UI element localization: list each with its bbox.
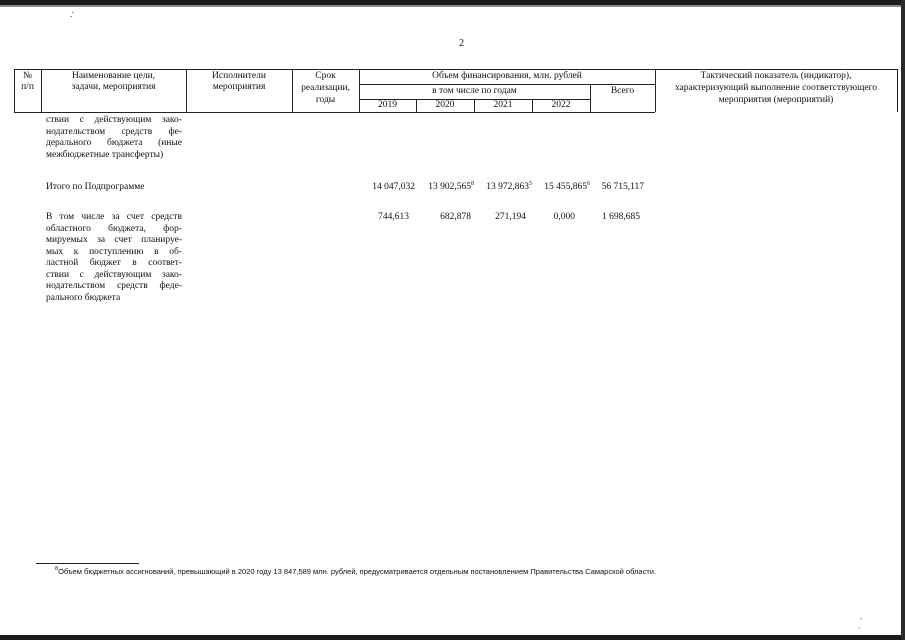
total-sum [590, 182, 644, 192]
text-line [46, 212, 182, 224]
header-no-2: п/п [21, 82, 34, 92]
footnote-ref: 5 [529, 181, 532, 187]
header-exec-line2: мероприятия [212, 82, 266, 92]
text-line [46, 235, 182, 247]
word: средств [121, 126, 153, 137]
word: ластной [46, 258, 79, 268]
header-name-line1: Наименование цели, [71, 71, 156, 81]
word: планируе- [141, 235, 182, 245]
footnote-ref: 8 [471, 181, 474, 187]
regional-2019: 744,613 [378, 212, 409, 222]
word: феде- [159, 281, 182, 291]
total-2021 [474, 182, 532, 192]
total-2022 [532, 182, 590, 192]
word: счет [126, 212, 144, 222]
word: фор- [163, 223, 182, 234]
value: 14 047,032 [372, 182, 415, 192]
word: В [46, 212, 53, 222]
header-year-2019: 2019 [378, 100, 397, 110]
regional-2021: 271,194 [495, 212, 526, 222]
word: бюджета [107, 138, 143, 148]
regional-2022: 0,000 [553, 212, 575, 222]
scan-mark: ⸳ [860, 613, 863, 622]
word: нодательством [46, 281, 106, 291]
word: дерального [46, 138, 92, 148]
header-no: № [22, 71, 33, 81]
total-row-label: Итого по Подпрограмме [46, 182, 145, 192]
header-funding: Объем финансирования, млн. рублей [432, 71, 582, 81]
header-by-years: в том числе по годам [432, 86, 517, 96]
word: за [97, 235, 106, 245]
header-exec-line1: Исполнители [212, 71, 266, 81]
total-2019 [359, 182, 415, 192]
header-term-line1: Срок [315, 71, 336, 81]
word: мируемых [46, 235, 88, 245]
word: в [132, 258, 137, 268]
word: с [79, 115, 84, 125]
col-line-right [897, 69, 898, 112]
header-indicator-line3: мероприятия (мероприятий) [718, 95, 834, 105]
text-line [46, 224, 182, 236]
footnote-text: Объем бюджетных ассигнований, превышающий в 2020 году 13 847,589 млн. рублей, предусматривается отдельным постановлением Правительства Самарской области. [58, 567, 657, 576]
word: том [59, 212, 75, 222]
header-term-line2: реализации, [301, 83, 350, 93]
word: числе [81, 212, 105, 222]
scan-right-edge [901, 0, 905, 640]
total-2020 [416, 182, 474, 192]
header-year-2020: 2020 [435, 100, 455, 110]
text-line [46, 281, 182, 293]
text-line [46, 247, 182, 259]
word: (иные [158, 138, 182, 148]
word: областного [46, 223, 91, 234]
footnote-ref: 6 [587, 181, 590, 187]
word: мых [46, 246, 64, 257]
regional-row-name [46, 212, 182, 304]
word: ствии [46, 269, 70, 280]
header-term-line3: годы [315, 95, 336, 105]
regional-2020: 682,878 [440, 212, 471, 222]
word: средств [151, 212, 182, 222]
text-line [46, 293, 182, 305]
scan-speck [70, 16, 72, 17]
header-year-2021: 2021 [493, 100, 513, 110]
text-line [46, 127, 182, 139]
value: 13 972,863 [486, 182, 529, 192]
value: 56 715,117 [601, 182, 644, 192]
word: рального бюджета [46, 292, 121, 303]
word: бюджет [89, 258, 121, 268]
text-line [46, 150, 182, 162]
page-number: 2 [459, 38, 464, 49]
word: фе- [168, 126, 182, 137]
text-line [46, 115, 182, 127]
header-indicator-line1: Тактический показатель (индикатор), [700, 71, 852, 81]
text-line [46, 270, 182, 282]
word: с [79, 269, 84, 280]
header-total: Всего [610, 86, 635, 96]
footnote [55, 567, 656, 576]
word: ствии [46, 115, 70, 125]
header-bottom-line [14, 112, 655, 113]
word: средств [116, 281, 148, 291]
word: счет [114, 235, 132, 245]
word: об- [169, 246, 182, 257]
word: нодательством [46, 126, 106, 137]
text-line [46, 138, 182, 150]
word: бюджета, [108, 223, 146, 234]
header-name-line2: задачи, мероприятия [71, 82, 156, 92]
word: к [73, 246, 79, 257]
scan-mark: ˏ [858, 620, 861, 629]
funding-title-line [359, 84, 655, 85]
header-indicator-line2: характеризующий выполнение соответствующего [674, 83, 878, 93]
word: действующим [94, 269, 152, 280]
word: соответ- [148, 258, 182, 268]
header-year-2022: 2022 [551, 100, 571, 110]
regional-sum: 1 698,685 [602, 212, 640, 222]
word: зако- [161, 269, 182, 280]
scan-top-shade [0, 5, 905, 7]
scan-bottom-border [0, 635, 905, 640]
word: за [111, 212, 120, 222]
footnote-marker: 8 [55, 566, 59, 572]
word: в [154, 246, 159, 257]
value: 13 902,565 [428, 182, 471, 192]
word: зако- [161, 115, 182, 125]
value: 15 455,865 [544, 182, 587, 192]
word: межбюджетные трансферты) [46, 149, 164, 160]
header-top-line [14, 69, 897, 70]
footnote-separator [36, 563, 139, 564]
text-line [46, 258, 182, 270]
scan-speck [72, 12, 74, 13]
continuation-row-name [46, 115, 182, 161]
word: действующим [94, 115, 152, 125]
word: поступлению [89, 246, 144, 257]
